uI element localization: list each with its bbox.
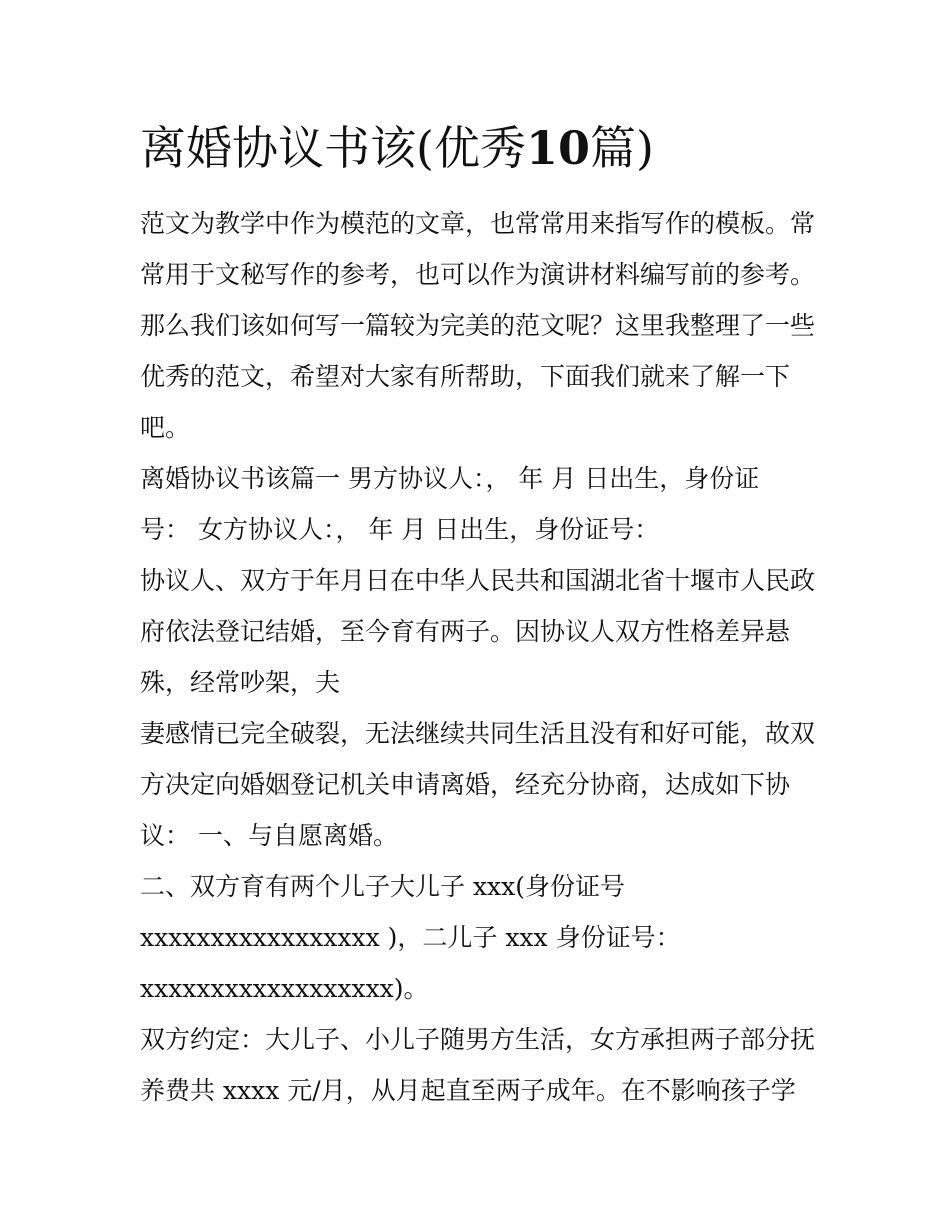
text-line: 双方约定：大儿子、小儿子随男方生活，女方承担两子部分抚 <box>140 1025 816 1054</box>
text-line: 方决定向婚姻登记机关申请离婚，经充分协商，达成如下协 <box>140 770 791 799</box>
text-line: 协议人、双方于年月日在中华人民共和国湖北省十堰市人民政 <box>140 566 816 595</box>
text-line: 离婚协议书该篇一 男方协议人：， 年 月 日出生，身份证 <box>140 464 760 493</box>
document-body <box>140 198 820 1116</box>
text-line: 殊，经常吵架，夫 <box>140 668 341 697</box>
text-line: 吧。 <box>140 413 191 442</box>
title-prefix: 离婚协议书该(优秀 <box>140 121 526 175</box>
text-line: 府依法登记结婚，至今育有两子。因协议人双方性格差异悬 <box>140 617 791 646</box>
text-line: 议： 一、与自愿离婚。 <box>140 821 398 850</box>
text-line: 优秀的范文，希望对大家有所帮助，下面我们就来了解一下 <box>140 362 791 391</box>
text-line: 养费共 xxxx 元/月，从月起直至两子成年。在不影响孩子学 <box>140 1076 796 1105</box>
title-suffix: 篇) <box>589 121 654 175</box>
text-line: xxxxxxxxxxxxxxxxxx)。 <box>140 974 429 1003</box>
document-title <box>140 118 654 178</box>
text-line: 号： 女方协议人：， 年 月 日出生，身份证号： <box>140 515 660 544</box>
text-line: 妻感情已完全破裂，无法继续共同生活且没有和好可能，故双 <box>140 719 816 748</box>
title-number: 10 <box>525 121 590 175</box>
text-line: 常用于文秘写作的参考，也可以作为演讲材料编写前的参考。 <box>140 260 816 289</box>
text-line: 范文为教学中作为模范的文章，也常常用来指写作的模板。常 <box>140 209 816 238</box>
text-line: 那么我们该如何写一篇较为完美的范文呢？这里我整理了一些 <box>140 311 816 340</box>
text-line: xxxxxxxxxxxxxxxxx )，二儿子 xxx 身份证号： <box>140 923 681 952</box>
text-line: 二、双方育有两个儿子大儿子 xxx(身份证号 <box>140 872 625 901</box>
